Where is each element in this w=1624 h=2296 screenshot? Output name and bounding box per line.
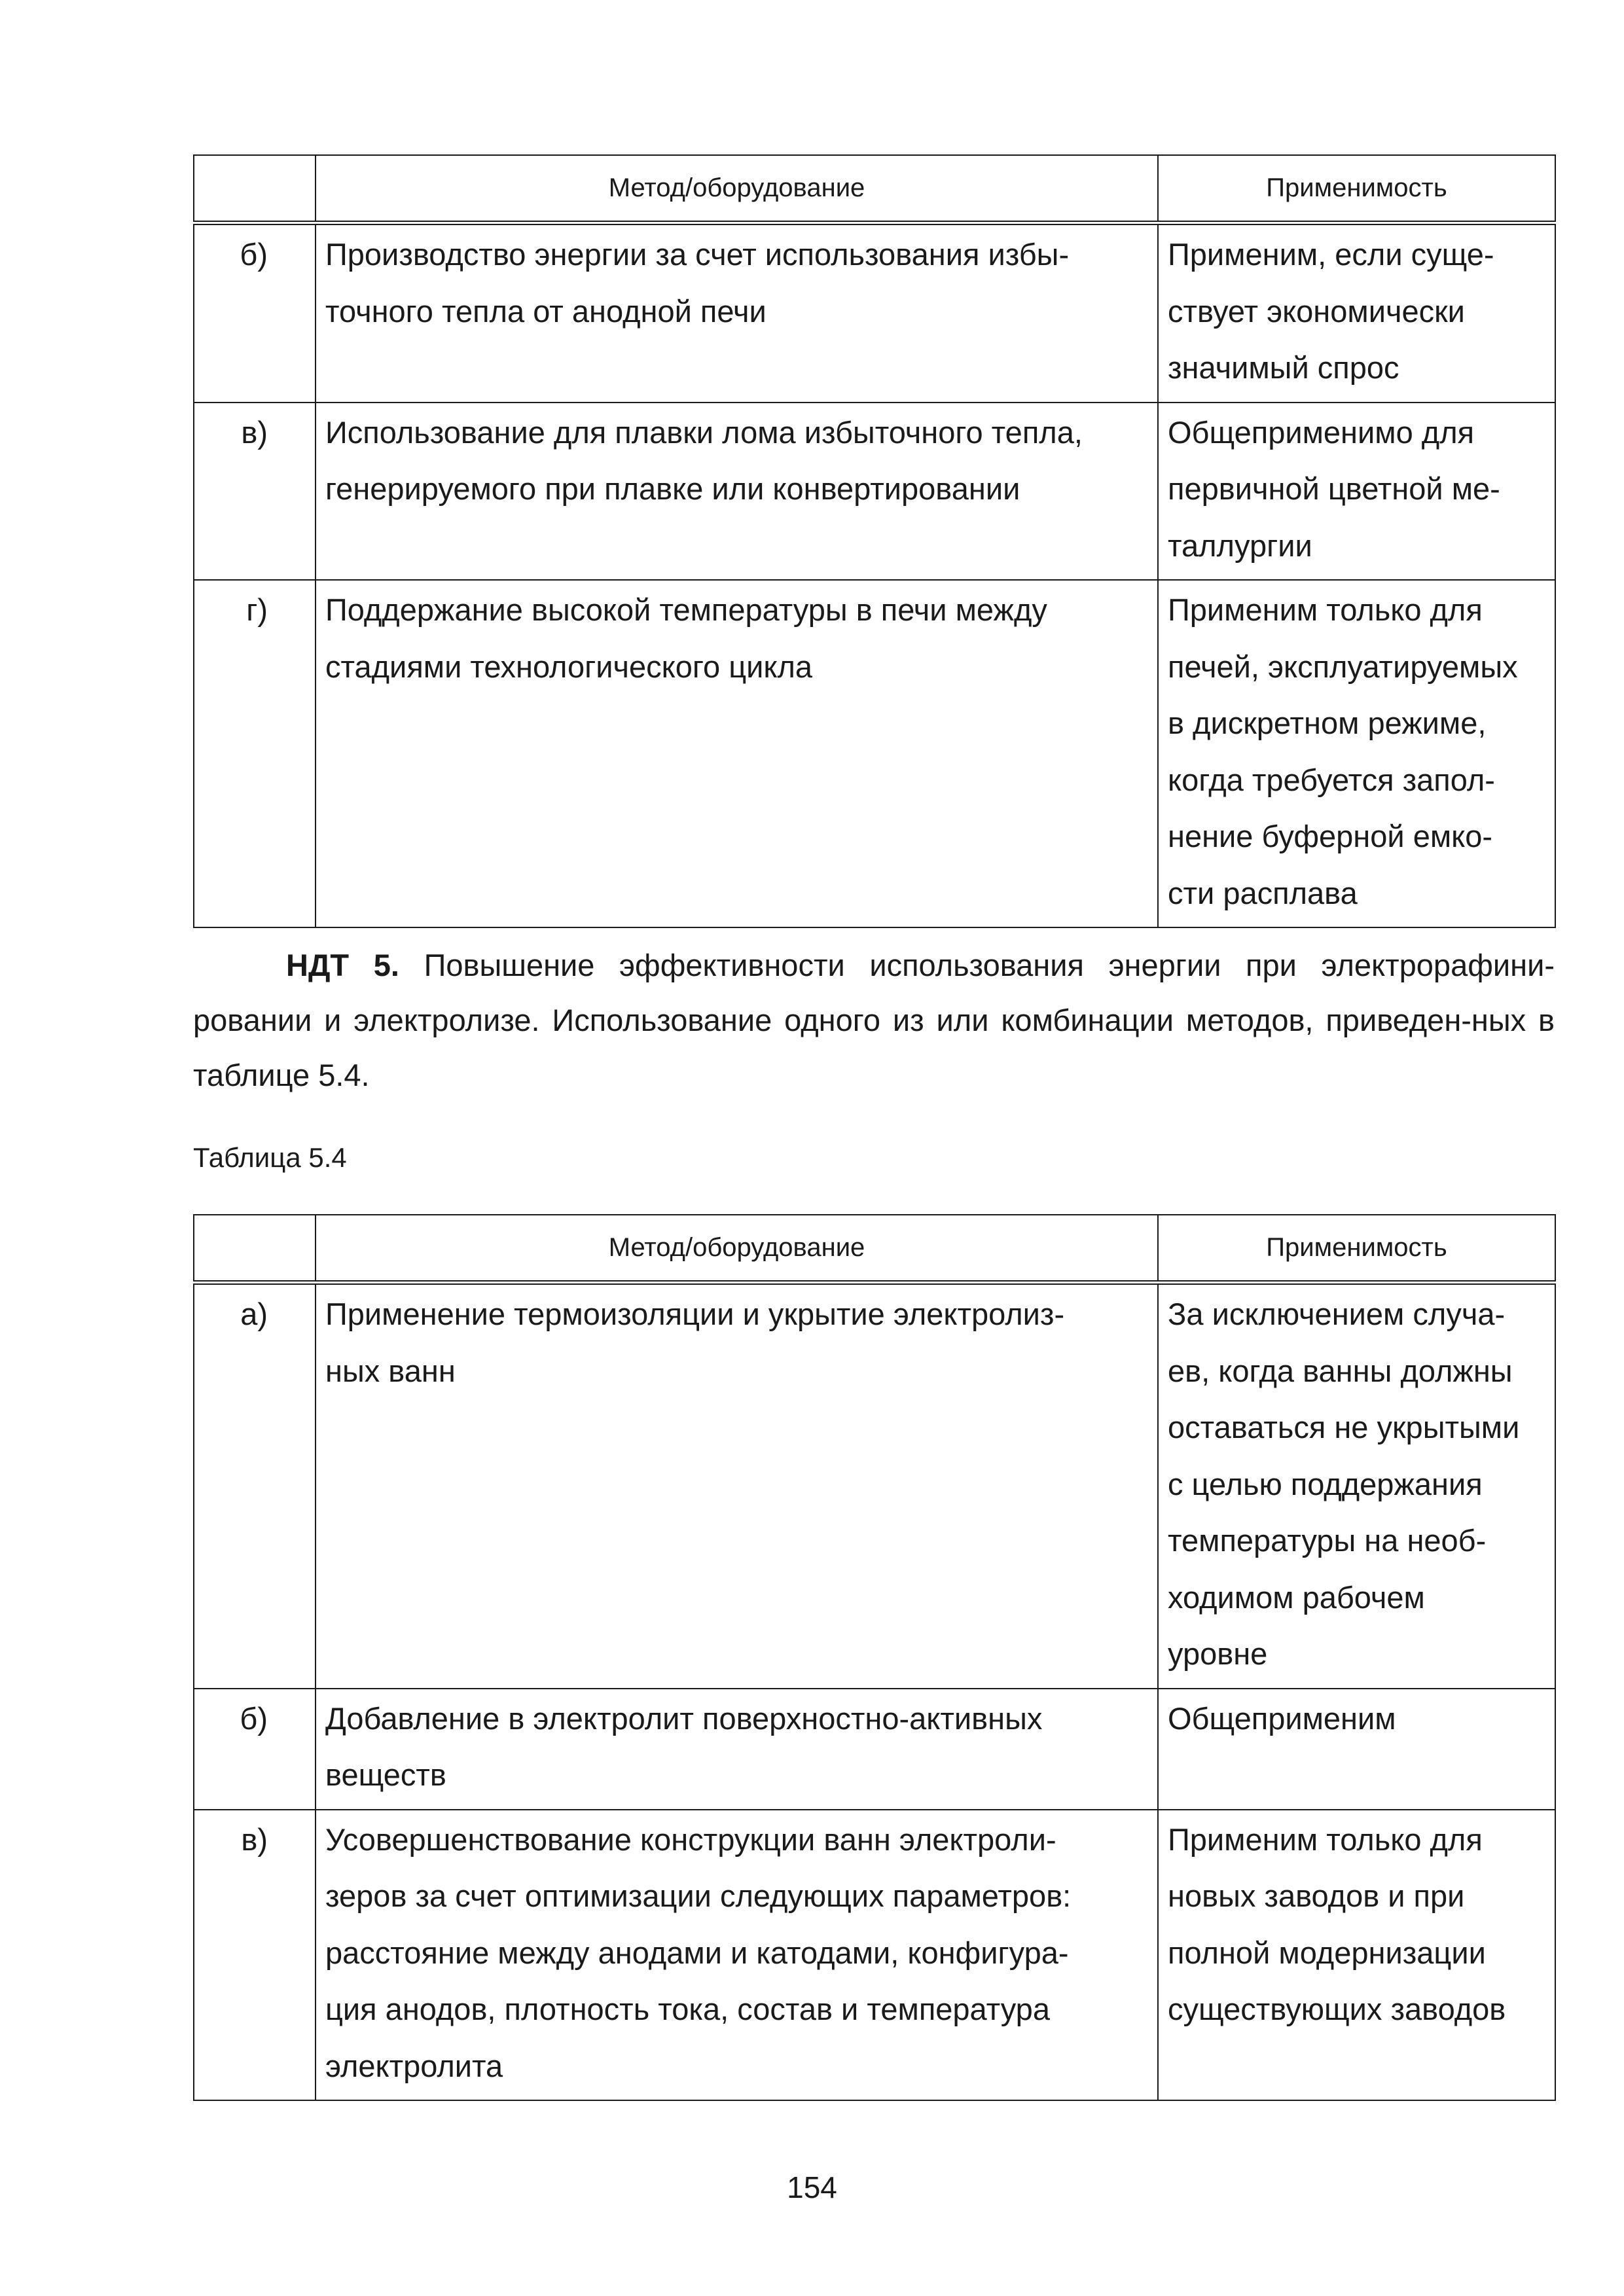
table-header-row	[194, 155, 1555, 223]
table-row	[194, 403, 1555, 581]
row-method-text: Добавление в электролит поверхностно-активных веществ	[325, 1700, 1043, 1792]
row-method-text: Производство энергии за счет использования избы- точного тепла от анодной печи	[325, 237, 1070, 329]
row-method	[316, 1689, 1158, 1810]
ndt-text: Повышение эффективности использования энергии при электрорафини-ровании и электролизе. Использование одного из или комбинации методов, приведен-ных в таблице 5.4.	[193, 948, 1555, 1092]
table-body	[194, 1283, 1555, 2101]
row-key	[194, 1810, 316, 2101]
row-key-text: б)	[240, 237, 268, 272]
row-key	[194, 223, 316, 403]
header-applicability: Применимость	[1158, 155, 1555, 223]
table-header-row	[194, 1215, 1555, 1283]
row-applicability	[1158, 223, 1555, 403]
row-method-text: Усовершенствование конструкции ванн электроли- зеров за счет оптимизации следующих параметров: расстояние между анодами и катодами, конфигура- ция анодов, плотность тока, состав и температура электролита	[325, 1821, 1072, 2083]
row-method	[316, 580, 1158, 927]
row-key-text: г)	[246, 592, 268, 627]
page-number: 154	[787, 2170, 837, 2204]
table-row	[194, 1689, 1555, 1810]
row-key-text: в)	[241, 1821, 268, 1857]
table-row	[194, 223, 1555, 403]
row-method	[316, 403, 1158, 581]
header-applicability: Применимость	[1158, 1215, 1555, 1283]
table-row	[194, 1283, 1555, 1689]
row-key-text: а)	[240, 1297, 268, 1331]
row-method	[316, 223, 1158, 403]
row-method-text: Применение термоизоляции и укрытие электролиз- ных ванн	[325, 1297, 1065, 1388]
table-energy-methods-continued	[193, 154, 1556, 928]
row-applicability-text: Общеприменимо для первичной цветной ме- таллургии	[1168, 414, 1500, 563]
header-key	[194, 155, 316, 223]
row-key	[194, 580, 316, 927]
row-applicability	[1158, 1283, 1555, 1689]
row-key	[194, 1283, 316, 1689]
row-key	[194, 1689, 316, 1810]
row-applicability-text: Применим, если суще- ствует экономически значимый спрос	[1168, 237, 1494, 385]
header-key	[194, 1215, 316, 1283]
row-applicability-text: За исключением случа- ев, когда ванны должны оставаться не укрытыми с целью поддержания температуры на необ- ходимом рабочем уровне	[1168, 1297, 1520, 1671]
row-applicability	[1158, 403, 1555, 581]
row-key	[194, 403, 316, 581]
row-applicability	[1158, 1689, 1555, 1810]
row-applicability	[1158, 1810, 1555, 2101]
row-applicability-text: Применим только для печей, эксплуатируемых в дискретном режиме, когда требуется запол- нение буферной емко- сти расплава	[1168, 592, 1518, 910]
header-method: Метод/оборудование	[316, 155, 1158, 223]
table-row	[194, 1810, 1555, 2101]
row-method	[316, 1810, 1158, 2101]
header-method: Метод/оборудование	[316, 1215, 1158, 1283]
table-row	[194, 580, 1555, 927]
row-applicability-text: Общеприменим	[1168, 1700, 1396, 1736]
row-key-text: в)	[241, 414, 268, 450]
row-applicability-text: Применим только для новых заводов и при полной модернизации существующих заводов	[1168, 1821, 1506, 2026]
ndt-label: НДТ 5.	[286, 948, 399, 982]
row-method	[316, 1283, 1158, 1689]
table-body	[194, 223, 1555, 928]
table-5-4	[193, 1214, 1556, 2101]
row-method-text: Использование для плавки лома избыточного тепла, генерируемого при плавке или конвертировании	[325, 414, 1083, 506]
row-key-text: б)	[240, 1700, 268, 1736]
row-method-text: Поддержание высокой температуры в печи между стадиями технологического цикла	[325, 592, 1047, 684]
table-caption: Таблица 5.4	[193, 1142, 347, 1173]
row-applicability	[1158, 580, 1555, 927]
ndt-5-paragraph	[193, 938, 1555, 1103]
